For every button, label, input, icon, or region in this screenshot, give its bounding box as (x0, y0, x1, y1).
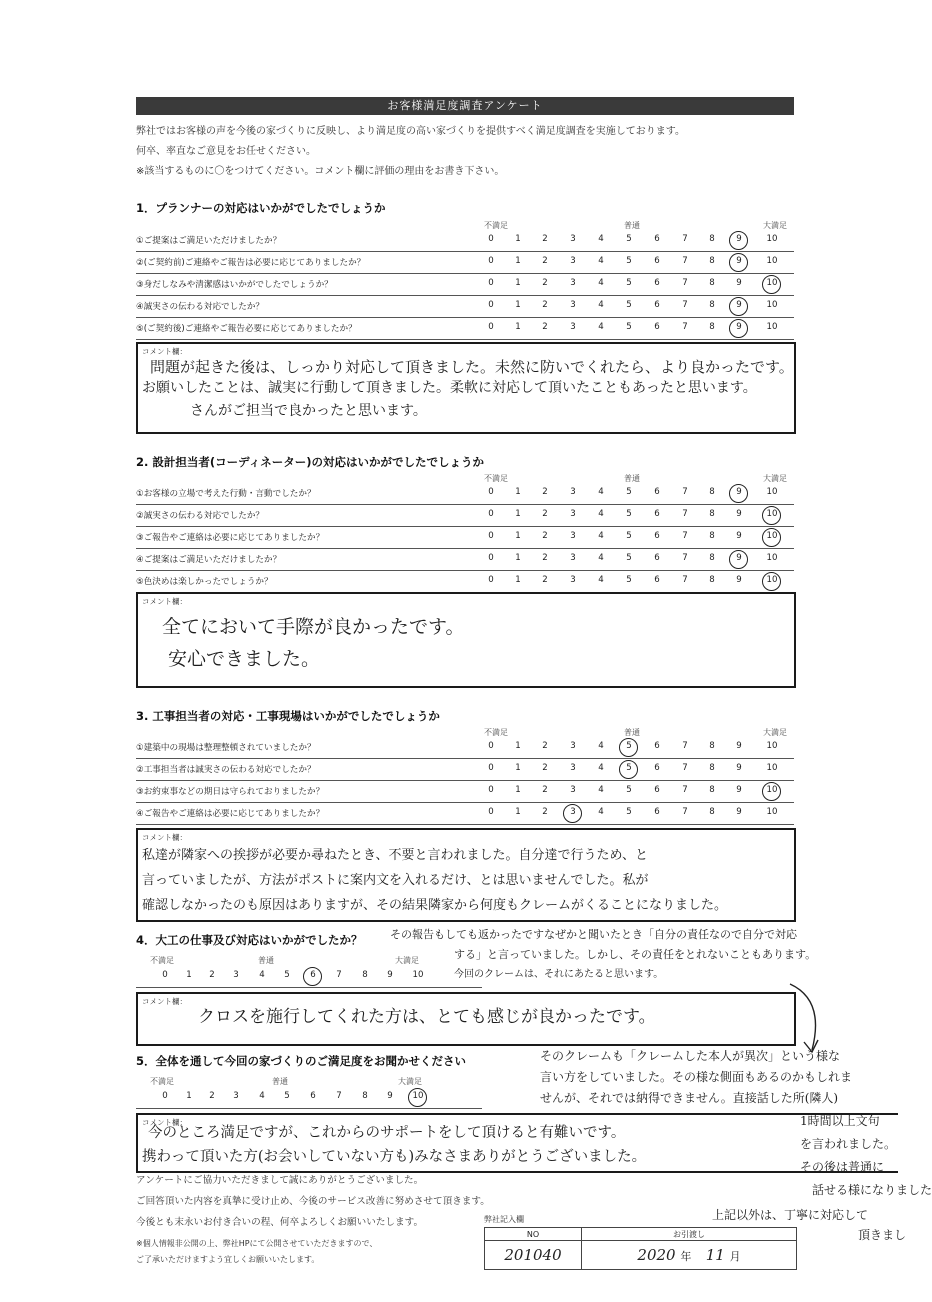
scale-mid-label: 普通 (624, 728, 640, 737)
rating-option: 5 (626, 763, 632, 773)
rating-option: 4 (598, 785, 604, 795)
question-row (136, 527, 794, 549)
rating-option: 1 (515, 300, 521, 310)
rating-option: 1 (186, 1091, 192, 1101)
margin-note-3: 今回のクレームは、それにあたると思います。 (454, 969, 664, 980)
office-month: 11 (705, 1246, 725, 1264)
rating-option: 9 (736, 741, 742, 751)
rating-option: 3 (570, 487, 576, 497)
section-4-comment: クロスを施行してくれた方は、とても感じが良かったです。 (198, 1007, 656, 1027)
rating-option: 9 (736, 575, 742, 585)
rating-option: 2 (542, 531, 548, 541)
section-5-title: 5．全体を通して今回の家づくりのご満足度をお聞かせください (136, 1054, 466, 1068)
question-row (136, 549, 794, 571)
rating-option: 4 (598, 531, 604, 541)
rating-option: 4 (259, 1091, 265, 1101)
question-text: ①ご提案はご満足いただけましたか？ (136, 236, 282, 246)
footer-line-3: 今後とも末永いお付き合いの程、何卒よろしくお願いいたします。 (136, 1217, 424, 1228)
margin-note-2: する」と言っていました。しかし、その責任をとれないこともあります。 (454, 948, 817, 961)
rating-option: 1 (515, 531, 521, 541)
footer-note-1: ※個人情報非公開の上、弊社HPにて公開させていただきますので、 (136, 1239, 378, 1248)
rating-option: 6 (654, 763, 660, 773)
rating-option: 4 (598, 807, 604, 817)
rating-option: 6 (654, 234, 660, 244)
rating-option: 6 (654, 509, 660, 519)
rating-option: 7 (682, 278, 688, 288)
rating-option: 10 (412, 1091, 424, 1101)
rating-option: 8 (709, 807, 715, 817)
question-row (136, 483, 794, 505)
margin-note-10: 話せる様になりました (812, 1183, 932, 1197)
rating-option: 8 (709, 553, 715, 563)
section-1-comment-line-1: 問題が起きた後は、しっかり対応して頂きました。未然に防いでくれたら、より良かったです。 (150, 358, 794, 376)
rating-option: 0 (488, 553, 494, 563)
rating-option: 9 (387, 1091, 393, 1101)
question-row (136, 759, 794, 781)
question-row (136, 252, 794, 274)
rating-option: 10 (412, 970, 424, 980)
rating-option: 10 (766, 553, 778, 563)
rating-option: 5 (626, 531, 632, 541)
rating-option: 5 (626, 278, 632, 288)
rating-option: 1 (515, 256, 521, 266)
question-text: ④ご報告やご連絡は必要に応じてありましたか？ (136, 809, 325, 819)
scale-mid-label: 普通 (624, 474, 640, 483)
rating-option: 0 (488, 785, 494, 795)
question-text: ②工事担当者は誠実さの伝わる対応でしたか？ (136, 765, 316, 775)
section-3-comment-box (136, 828, 796, 922)
rating-option: 2 (542, 509, 548, 519)
rating-option: 7 (682, 487, 688, 497)
rating-option: 2 (209, 1091, 215, 1101)
rating-option: 1 (515, 575, 521, 585)
rating-option: 1 (515, 553, 521, 563)
margin-note-6: せんが、それでは納得できません。直接話した所(隣人) (540, 1091, 839, 1105)
footer-note-2: ご了承いただけますよう宜しくお願いいたします。 (136, 1255, 320, 1264)
rating-option: 2 (542, 741, 548, 751)
rating-option: 5 (626, 300, 632, 310)
office-move-label: お引渡し (582, 1228, 797, 1241)
rating-option: 3 (570, 322, 576, 332)
rating-option: 2 (542, 575, 548, 585)
rating-option: 0 (488, 763, 494, 773)
rating-option: 9 (387, 970, 393, 980)
rating-option: 6 (654, 487, 660, 497)
question-text: ⑤色決めは楽しかったでしょうか？ (136, 577, 273, 587)
rating-option: 1 (186, 970, 192, 980)
rating-option: 4 (598, 763, 604, 773)
section-2-comment-line-1: 全てにおいて手際が良かったです。 (162, 616, 465, 638)
section-3-comment-line-2: 言っていましたが、方法がポストに案内文を入れるだけ、とは思いませんでした。私が (142, 873, 649, 888)
rating-option: 1 (515, 322, 521, 332)
rating-option: 1 (515, 785, 521, 795)
rating-option: 1 (515, 487, 521, 497)
margin-note-1: その報告もしても返かったですなぜかと聞いたとき「自分の責任なので自分で対応 (390, 928, 797, 941)
comment-label: コメント欄： (142, 1118, 187, 1127)
rating-option: 7 (682, 256, 688, 266)
section-5-comment-line-2: 携わって頂いた方(お会いしていない方も)みなさまありがとうございました。 (142, 1149, 647, 1165)
rating-option: 9 (736, 278, 742, 288)
rating-option: 8 (709, 234, 715, 244)
rating-option: 3 (570, 256, 576, 266)
section-4-title: 4．大工の仕事及び対応はいかがでしたか？ (136, 933, 363, 947)
rating-option: 10 (766, 300, 778, 310)
rating-option: 2 (209, 970, 215, 980)
rating-option: 7 (336, 970, 342, 980)
question-text: ②誠実さの伝わる対応でしたか？ (136, 511, 265, 521)
question-text: ③身だしなみや清潔感はいかがでしたでしょうか？ (136, 280, 333, 290)
rating-option: 0 (488, 487, 494, 497)
question-text: ①建築中の現場は整理整頓されていましたか？ (136, 743, 316, 753)
rating-option: 3 (570, 575, 576, 585)
rating-option: 8 (362, 1091, 368, 1101)
rating-option: 5 (626, 256, 632, 266)
rating-option: 9 (736, 300, 742, 310)
rating-option: 6 (654, 300, 660, 310)
answer-circle (619, 760, 638, 779)
rating-option: 7 (682, 785, 688, 795)
rating-option: 7 (682, 741, 688, 751)
section-3-comment-line-1: 私達が隣家への挨拶が必要か尋ねたとき、不要と言われました。自分達で行うため、と (142, 848, 648, 863)
rating-option: 10 (766, 322, 778, 332)
margin-note-7: 1時間以上文句 (800, 1114, 880, 1128)
answer-circle (762, 506, 781, 525)
rating-option: 2 (542, 234, 548, 244)
rating-option: 2 (542, 763, 548, 773)
office-year: 2020 (637, 1246, 676, 1264)
margin-note-4: そのクレームも「クレームした本人が異次」という様な (540, 1049, 841, 1063)
rating-option: 8 (709, 487, 715, 497)
answer-circle (729, 484, 748, 503)
rating-option: 5 (626, 785, 632, 795)
rating-option: 5 (626, 741, 632, 751)
rating-option: 3 (570, 807, 576, 817)
scale-high-label: 大満足 (763, 221, 787, 230)
section-2-comment-line-2: 安心できました。 (168, 648, 321, 670)
rating-option: 7 (682, 322, 688, 332)
rating-option: 10 (766, 575, 778, 585)
rating-option: 9 (736, 785, 742, 795)
rating-option: 8 (362, 970, 368, 980)
rating-row (136, 966, 482, 988)
rating-option: 2 (542, 300, 548, 310)
rating-option: 4 (598, 256, 604, 266)
question-row (136, 803, 794, 825)
office-use-label: 弊社記入欄 (484, 1215, 524, 1224)
rating-option: 8 (709, 322, 715, 332)
rating-option: 6 (654, 553, 660, 563)
rating-option: 8 (709, 300, 715, 310)
question-text: ④ご提案はご満足いただけましたか？ (136, 555, 282, 565)
rating-option: 10 (766, 531, 778, 541)
rating-option: 6 (654, 741, 660, 751)
scale-high-label: 大満足 (763, 474, 787, 483)
office-no-label: NO (485, 1228, 582, 1241)
scale-high-label: 大満足 (395, 956, 419, 965)
rating-option: 5 (626, 509, 632, 519)
rating-option: 10 (766, 763, 778, 773)
section-1-comment-line-2: お願いしたことは、誠実に行動して頂きました。柔軟に対応して頂いたこともあったと思います。 (142, 380, 757, 396)
section-1-comment-line-3: さんがご担当で良かったと思います。 (190, 403, 427, 419)
comment-label: コメント欄： (142, 833, 187, 842)
rating-option: 9 (736, 256, 742, 266)
rating-option: 1 (515, 234, 521, 244)
section-3-title: 3. 工事担当者の対応・工事現場はいかがでしたでしょうか (136, 709, 440, 723)
survey-title: お客様満足度調査アンケート (136, 97, 794, 115)
margin-note-12: 頂きまし (858, 1228, 907, 1242)
rating-option: 3 (570, 785, 576, 795)
question-text: ④誠実さの伝わる対応でしたか？ (136, 302, 265, 312)
rating-option: 4 (598, 322, 604, 332)
rating-option: 6 (654, 807, 660, 817)
question-row (136, 230, 794, 252)
rating-option: 8 (709, 575, 715, 585)
rating-option: 4 (598, 575, 604, 585)
rating-option: 1 (515, 763, 521, 773)
rating-option: 3 (570, 531, 576, 541)
rating-option: 1 (515, 278, 521, 288)
answer-circle (563, 804, 582, 823)
rating-option: 4 (598, 553, 604, 563)
scale-mid-label: 普通 (624, 221, 640, 230)
question-row (136, 318, 794, 340)
question-row (136, 505, 794, 527)
rating-option: 1 (515, 807, 521, 817)
rating-option: 8 (709, 256, 715, 266)
rating-option: 0 (488, 575, 494, 585)
intro-line-2: 何卒、率直なご意見をお任せください。 (136, 146, 316, 157)
rating-option: 7 (682, 300, 688, 310)
rating-option: 8 (709, 785, 715, 795)
rating-option: 0 (162, 970, 168, 980)
rating-option: 6 (654, 256, 660, 266)
rating-option: 5 (284, 970, 290, 980)
rating-option: 5 (284, 1091, 290, 1101)
rating-option: 8 (709, 763, 715, 773)
rating-option: 7 (682, 531, 688, 541)
rating-option: 7 (682, 553, 688, 563)
rating-option: 0 (488, 807, 494, 817)
answer-circle (729, 231, 748, 250)
scale-mid-label: 普通 (272, 1077, 288, 1086)
rating-option: 3 (570, 553, 576, 563)
rating-option: 7 (682, 763, 688, 773)
rating-option: 4 (259, 970, 265, 980)
rating-option: 9 (736, 487, 742, 497)
question-row (136, 571, 794, 593)
rating-option: 6 (654, 575, 660, 585)
rating-option: 0 (488, 278, 494, 288)
rating-option: 5 (626, 487, 632, 497)
rating-option: 3 (233, 970, 239, 980)
question-row (136, 781, 794, 803)
section-4-comment-box (136, 992, 796, 1046)
rating-option: 2 (542, 785, 548, 795)
rating-option: 9 (736, 807, 742, 817)
scale-high-label: 大満足 (398, 1077, 422, 1086)
rating-option: 2 (542, 322, 548, 332)
rating-option: 6 (310, 1091, 316, 1101)
rating-option: 0 (488, 234, 494, 244)
rating-option: 3 (570, 234, 576, 244)
section-1-title: 1．プランナーの対応はいかがでしたでしょうか (136, 201, 386, 215)
rating-option: 10 (766, 509, 778, 519)
rating-option: 0 (488, 741, 494, 751)
answer-circle (762, 275, 781, 294)
rating-option: 8 (709, 278, 715, 288)
rating-option: 6 (654, 322, 660, 332)
scale-low-label: 不満足 (150, 1077, 174, 1086)
office-use-table (484, 1227, 797, 1270)
rating-option: 0 (488, 300, 494, 310)
margin-note-5: 言い方をしていました。その様な側面もあるのかもしれま (540, 1070, 853, 1084)
intro-line-1: 弊社ではお客様の声を今後の家づくりに反映し、より満足度の高い家づくりを提供すべく満足度調査を実施しております。 (136, 126, 685, 137)
margin-note-9: その後は普通に (800, 1160, 885, 1174)
footer-line-2: ご回答頂いた内容を真摯に受け止め、今後のサービス改善に努めさせて頂きます。 (136, 1196, 490, 1207)
rating-option: 3 (570, 763, 576, 773)
comment-label: コメント欄： (142, 597, 187, 606)
rating-option: 3 (570, 300, 576, 310)
section-1-comment-box (136, 342, 796, 434)
comment-label: コメント欄： (142, 347, 187, 356)
rating-option: 7 (682, 807, 688, 817)
rating-option: 0 (488, 509, 494, 519)
section-2-title: 2. 設計担当者(コーディネーター)の対応はいかがでしたでしょうか (136, 455, 484, 469)
rating-option: 0 (162, 1091, 168, 1101)
scale-mid-label: 普通 (258, 956, 274, 965)
office-no-value: 201040 (485, 1241, 582, 1270)
answer-circle (303, 967, 322, 986)
rating-option: 5 (626, 575, 632, 585)
question-text: ①お客様の立場で考えた行動・言動でしたか？ (136, 489, 316, 499)
rating-option: 10 (766, 785, 778, 795)
intro-line-3: ※該当するものに〇をつけてください。コメント欄に評価の理由をお書き下さい。 (136, 166, 505, 177)
rating-option: 4 (598, 300, 604, 310)
rating-option: 1 (515, 509, 521, 519)
rating-option: 3 (233, 1091, 239, 1101)
rating-option: 2 (542, 487, 548, 497)
answer-circle (619, 738, 638, 757)
question-text: ③ご報告やご連絡は必要に応じてありましたか？ (136, 533, 325, 543)
office-move-date (582, 1241, 797, 1270)
rating-option: 0 (488, 322, 494, 332)
rating-option: 3 (570, 741, 576, 751)
question-text: ⑤(ご契約後)ご連絡やご報告必要に応じてありましたか？ (136, 324, 357, 334)
answer-circle (729, 297, 748, 316)
rating-option: 2 (542, 553, 548, 563)
rating-option: 10 (766, 487, 778, 497)
rating-option: 10 (766, 234, 778, 244)
section-5-comment-box (136, 1113, 898, 1173)
rating-option: 7 (336, 1091, 342, 1101)
rating-option: 0 (488, 256, 494, 266)
rating-option: 8 (709, 509, 715, 519)
footer-line-1: アンケートにご協力いただきまして誠にありがとうございました。 (136, 1175, 424, 1186)
rating-option: 8 (709, 741, 715, 751)
rating-option: 5 (626, 553, 632, 563)
section-2-comment-box (136, 592, 796, 688)
rating-option: 6 (654, 785, 660, 795)
answer-circle (729, 550, 748, 569)
section-5-comment-line-1: 今のところ満足ですが、これからのサポートをして頂けると有難いです。 (148, 1125, 626, 1141)
question-text: ③お約束事などの期日は守られておりましたか？ (136, 787, 325, 797)
answer-circle (729, 253, 748, 272)
rating-option: 4 (598, 509, 604, 519)
scale-low-label: 不満足 (150, 956, 174, 965)
question-row (136, 274, 794, 296)
margin-note-11: 上記以外は、丁寧に対応して (712, 1208, 869, 1222)
rating-option: 2 (542, 278, 548, 288)
question-text: ②(ご契約前)ご連絡やご報告は必要に応じてありましたか？ (136, 258, 366, 268)
rating-row (136, 1087, 482, 1109)
rating-option: 4 (598, 741, 604, 751)
rating-option: 5 (626, 807, 632, 817)
rating-option: 7 (682, 234, 688, 244)
rating-option: 6 (310, 970, 316, 980)
rating-option: 5 (626, 234, 632, 244)
office-year-unit: 年 (680, 1250, 692, 1263)
question-row (136, 737, 794, 759)
rating-option: 10 (766, 256, 778, 266)
answer-circle (762, 572, 781, 591)
question-row (136, 296, 794, 318)
rating-option: 1 (515, 741, 521, 751)
scale-low-label: 不満足 (484, 474, 508, 483)
rating-option: 6 (654, 531, 660, 541)
office-month-unit: 月 (729, 1250, 741, 1263)
rating-option: 4 (598, 234, 604, 244)
rating-option: 9 (736, 531, 742, 541)
answer-circle (762, 782, 781, 801)
rating-option: 9 (736, 234, 742, 244)
rating-option: 4 (598, 278, 604, 288)
scale-high-label: 大満足 (763, 728, 787, 737)
scale-low-label: 不満足 (484, 728, 508, 737)
rating-option: 9 (736, 553, 742, 563)
rating-option: 9 (736, 322, 742, 332)
scale-low-label: 不満足 (484, 221, 508, 230)
rating-option: 4 (598, 487, 604, 497)
answer-circle (408, 1088, 427, 1107)
rating-option: 10 (766, 807, 778, 817)
rating-option: 5 (626, 322, 632, 332)
rating-option: 7 (682, 509, 688, 519)
rating-option: 2 (542, 256, 548, 266)
rating-option: 2 (542, 807, 548, 817)
rating-option: 7 (682, 575, 688, 585)
rating-option: 9 (736, 509, 742, 519)
rating-option: 3 (570, 509, 576, 519)
rating-option: 3 (570, 278, 576, 288)
rating-option: 0 (488, 531, 494, 541)
section-3-comment-line-3: 確認しなかったのも原因はありますが、その結果隣家から何度もクレームがくることになりました。 (142, 898, 728, 913)
rating-option: 8 (709, 531, 715, 541)
comment-label: コメント欄： (142, 997, 187, 1006)
answer-circle (729, 319, 748, 338)
answer-circle (762, 528, 781, 547)
margin-note-8: を言われました。 (800, 1137, 897, 1151)
rating-option: 10 (766, 741, 778, 751)
rating-option: 6 (654, 278, 660, 288)
rating-option: 9 (736, 763, 742, 773)
rating-option: 10 (766, 278, 778, 288)
